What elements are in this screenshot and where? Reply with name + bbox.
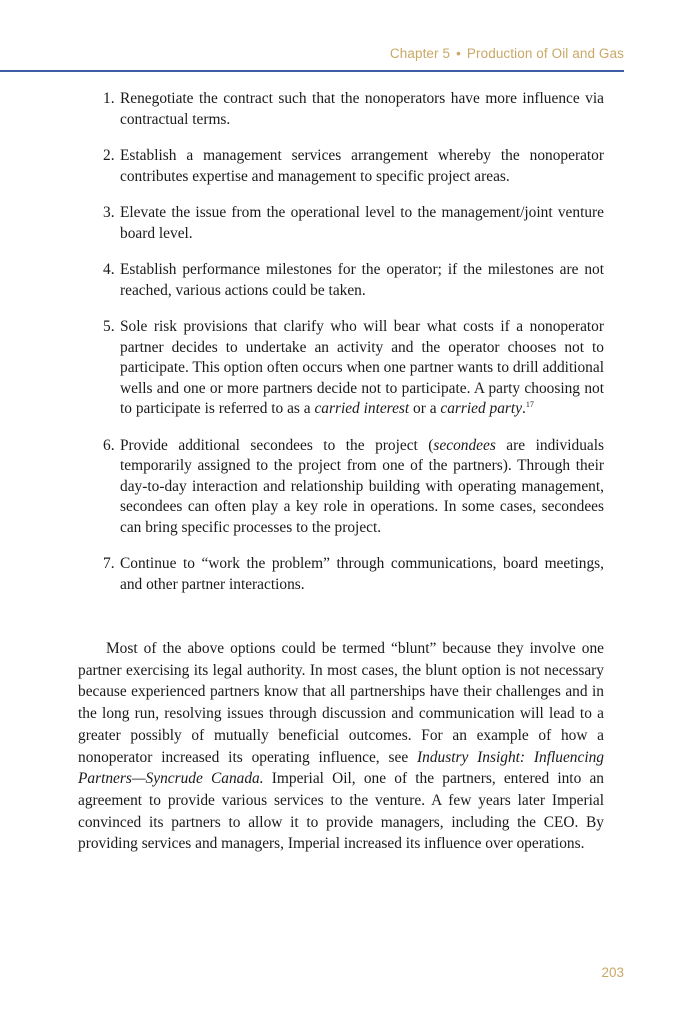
text-run: or a — [409, 400, 441, 417]
chapter-label: Chapter 5 — [389, 46, 451, 61]
list-item — [100, 146, 604, 187]
options-list — [100, 89, 604, 611]
text-run: Imperial Oil, one of the partners, entered into an agreement to provide various services to the venture. A few years later Imperial convinced its partners to allow it to provide managers, including the CEO. By providing services and managers, Imperial increased its influence over operations. — [78, 770, 604, 853]
header-bullet: • — [456, 46, 461, 61]
header-rule — [0, 70, 624, 72]
list-item — [100, 317, 604, 420]
list-item — [100, 89, 604, 130]
list-item-number: 2. — [103, 147, 115, 164]
list-item-text — [120, 437, 604, 536]
page-number: 203 — [601, 965, 624, 980]
list-item — [100, 554, 604, 595]
running-header — [390, 46, 624, 61]
emphasis-term: carried interest — [314, 400, 410, 417]
list-item-text: Continue to “work the problem” through communications, board meetings, and other partner interactions. — [120, 555, 604, 593]
list-item-text: Elevate the issue from the operational level to the management/joint venture board level. — [120, 204, 604, 242]
list-item — [100, 436, 604, 539]
list-item — [100, 260, 604, 301]
footnote-ref[interactable]: 17 — [525, 400, 534, 409]
cross-reference: Industry Insight: Influencing Partners—Syncrude Canada. — [78, 748, 604, 788]
list-item-number: 7. — [103, 555, 115, 572]
list-item-number: 1. — [103, 90, 115, 107]
emphasis-term: carried party — [440, 400, 523, 417]
emphasis-term: secondees — [433, 436, 496, 454]
list-item-text — [120, 318, 604, 417]
text-run: . — [522, 400, 526, 417]
text-run: are individuals temporarily assigned to the project from one of the partners). Through their day-to-day interaction and relationship building with operating management, secondees can often play a key role in operations. In some cases, secondees can bring specific processes to the project. — [120, 436, 604, 536]
text-run: Sole risk provisions that clarify who will bear what costs if a nonoperator partner decides to undertake an activity and the operator chooses not to participate. This option often occurs when one partner wants to drill additional wells and one or more partners decide not to participate. A party choosing not to participate is referred to as a — [120, 318, 604, 417]
list-item-text: Renegotiate the contract such that the nonoperators have more influence via contractual terms. — [120, 90, 604, 128]
list-item-text: Establish performance milestones for the operator; if the milestones are not reached, various actions could be taken. — [120, 261, 604, 299]
text-run: Provide additional secondees to the project ( — [120, 436, 434, 454]
section-title: Production of Oil and Gas — [466, 46, 624, 61]
text-run: Most of the above options could be termed “blunt” because they involve one partner exercising its legal authority. In most cases, the blunt option is not necessary because experienced partners know that all partnerships have their challenges and in the long run, resolving issues through discussion and communication will lead to a greater possibly of mutually beneficial outcomes. For an example of how a nonoperator increased its operating influence, see — [78, 640, 604, 766]
list-item-text: Establish a management services arrangement whereby the nonoperator contributes expertise and management to specific project areas. — [120, 147, 604, 185]
body-paragraph — [78, 638, 604, 855]
list-item-number: 4. — [103, 261, 115, 278]
list-item — [100, 203, 604, 244]
list-item-number: 6. — [103, 436, 115, 454]
list-item-number: 5. — [103, 318, 115, 335]
list-item-number: 3. — [103, 204, 115, 221]
